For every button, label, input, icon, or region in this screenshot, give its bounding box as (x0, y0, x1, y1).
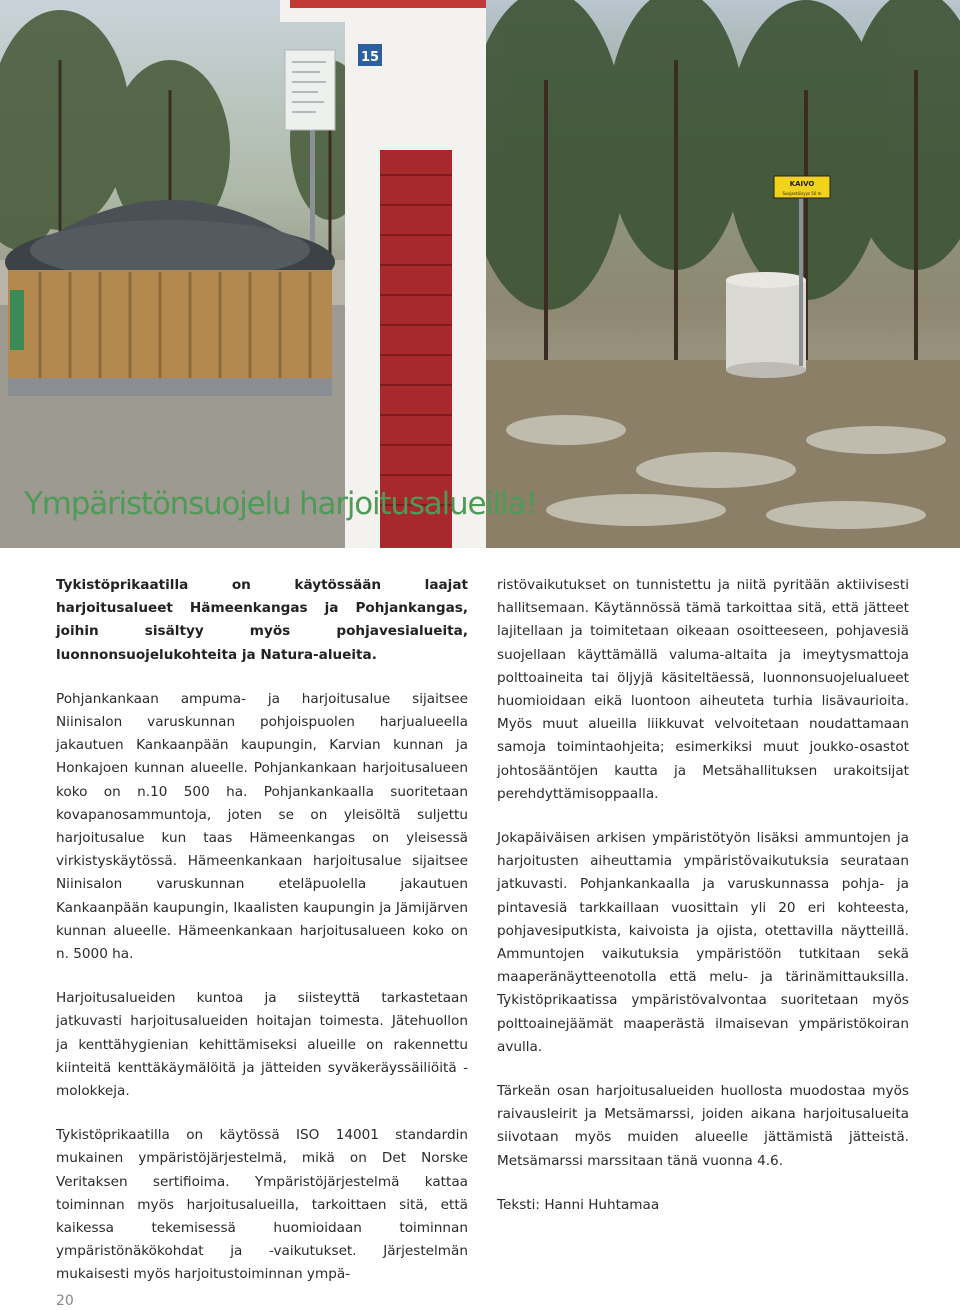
well-sign-subtitle: Suojaetäisyys 50 m (782, 191, 822, 196)
page-number: 20 (56, 1293, 74, 1309)
well-sign-post (799, 196, 803, 366)
article-paragraph: ristövaikutukset on tunnistettu ja niitä pyritään aktiivisesti hallitsemaan. Käytännössä tämä tarkoittaa sitä, että jätteet lajitellaan ja toimitetaan oikeaan osoitteeseen, pohjavesiä suojellaan käyttämällä valuma-altaita ja imeytysmattoja polttoaineita tai öljyjä käsiteltäessä, luonnonsuojelualueet huomioidaan eikä luontoon aiheuteta turhia lisävaurioita. Myös muut alueilla liikkuvat velvoitetaan noudattamaan samoja toimintaohjeita; esimerkiksi muut joukko-osastot johtosääntöjen kautta ja Metsähallituksen urakoitsijat perehdyttämisoppaalla. (497, 577, 909, 802)
page-headline: Ympäristönsuojelu harjoitusalueilla! (24, 486, 537, 522)
photo-well-in-forest-drawing (486, 0, 960, 548)
article-left-column (56, 574, 468, 1308)
article-paragraph: Tärkeän osan harjoitusalueiden huollosta muodostaa myös raivausleirit ja Metsämarssi, joiden aikana harjoitusalueita siivotaan myös muiden alueelle jättämistä jätteistä. Metsämarssi marssitaan tänä vuonna 4.6. (497, 1083, 909, 1169)
article-paragraph: Harjoitusalueiden kuntoa ja siisteyttä tarkastetaan jatkuvasti harjoitusalueiden hoitajan toimesta. Jätehuollon ja kenttähygienian kehittämiseksi alueille on rakennettu kiinteitä kenttäkäymälöitä ja jätteiden syväkeräyssäiliöitä - molokkeja. (56, 990, 468, 1100)
photo-well-in-forest (486, 0, 960, 548)
photo-molok-and-toilet-drawing (0, 0, 486, 548)
number-plate-label: 15 (360, 50, 380, 65)
article-lead: Tykistöprikaatilla on käytössään laajat harjoitusalueet Hämeenkangas ja Pohjankangas, joihin sisältyy myös pohjavesialueita, luonnonsuojelukohteita ja Natura-alueita. (56, 577, 468, 663)
article-paragraph: Pohjankankaan ampuma- ja harjoitusalue sijaitsee Niinisalon varuskunnan pohjoispuolen harjualueella jakautuen Kankaanpään kaupungin, Karvian kunnan ja Honkajoen kunnan alueelle. Pohjankankaan harjoitusalueen koko on n.10 500 ha. Pohjankankaalla suoritetaan kovapanosammuntoja, joten se on yleisöltä suljettu harjoitusalue kun taas Hämeenkangas on yleisessä virkistyskäytössä. Hämeenkankaan harjoitusalue sijaitsee Niinisalon varuskunnan eteläpuolella jakautuen Kankaanpään kaupungin, Ikaalisten kaupungin ja Jämijärven kunnan alueelle. Hämeenkankaan harjoitusalueen koko on n. 5000 ha. (56, 690, 468, 963)
article-paragraph: Tykistöprikaatilla on käytössä ISO 14001 standardin mukainen ympäristöjärjestelmä, mikä on Det Norske Veritaksen sertifioima. Ympäristöjärjestelmä kattaa toiminnan myös harjoitusalueilla, tarkoittaen sitä, että kaikessa tekemisessä huomioidaan toiminnan ympäristönäkökohdat ja -vaikutukset. Järjestelmän mukaisesti myös harjoitustoiminnan ympä- (56, 1127, 468, 1283)
well-sign-title: KAIVO (789, 180, 815, 188)
concrete-well (726, 272, 806, 378)
article-author: Teksti: Hanni Huhtamaa (497, 1196, 660, 1213)
article-right-column (497, 574, 909, 1238)
photo-molok-and-toilet (0, 0, 486, 548)
article-paragraph: Jokapäiväisen arkisen ympäristötyön lisäksi ammuntojen ja harjoitusten aiheuttamia ympäristövaikutuksia seurataan jatkuvasti. Pohjankankaalla ja varuskunnassa pohja- ja pintavesiä tarkkaillaan vuosittain yli 20 eri kohteesta, pohjavesiputkista, kaivoista ja ojista, otettavilla näytteillä. Ammuntojen vaikutuksia ympäristöön tutkitaan sekä maaperänäytteenotolla että melu- ja tärinämittauksilla. Tykistöprikaatissa ympäristövalvontaa suoritetaan myös polttoainejäämät maaperästä ilmaisevan ympäristökoiran avulla. (497, 830, 909, 1055)
